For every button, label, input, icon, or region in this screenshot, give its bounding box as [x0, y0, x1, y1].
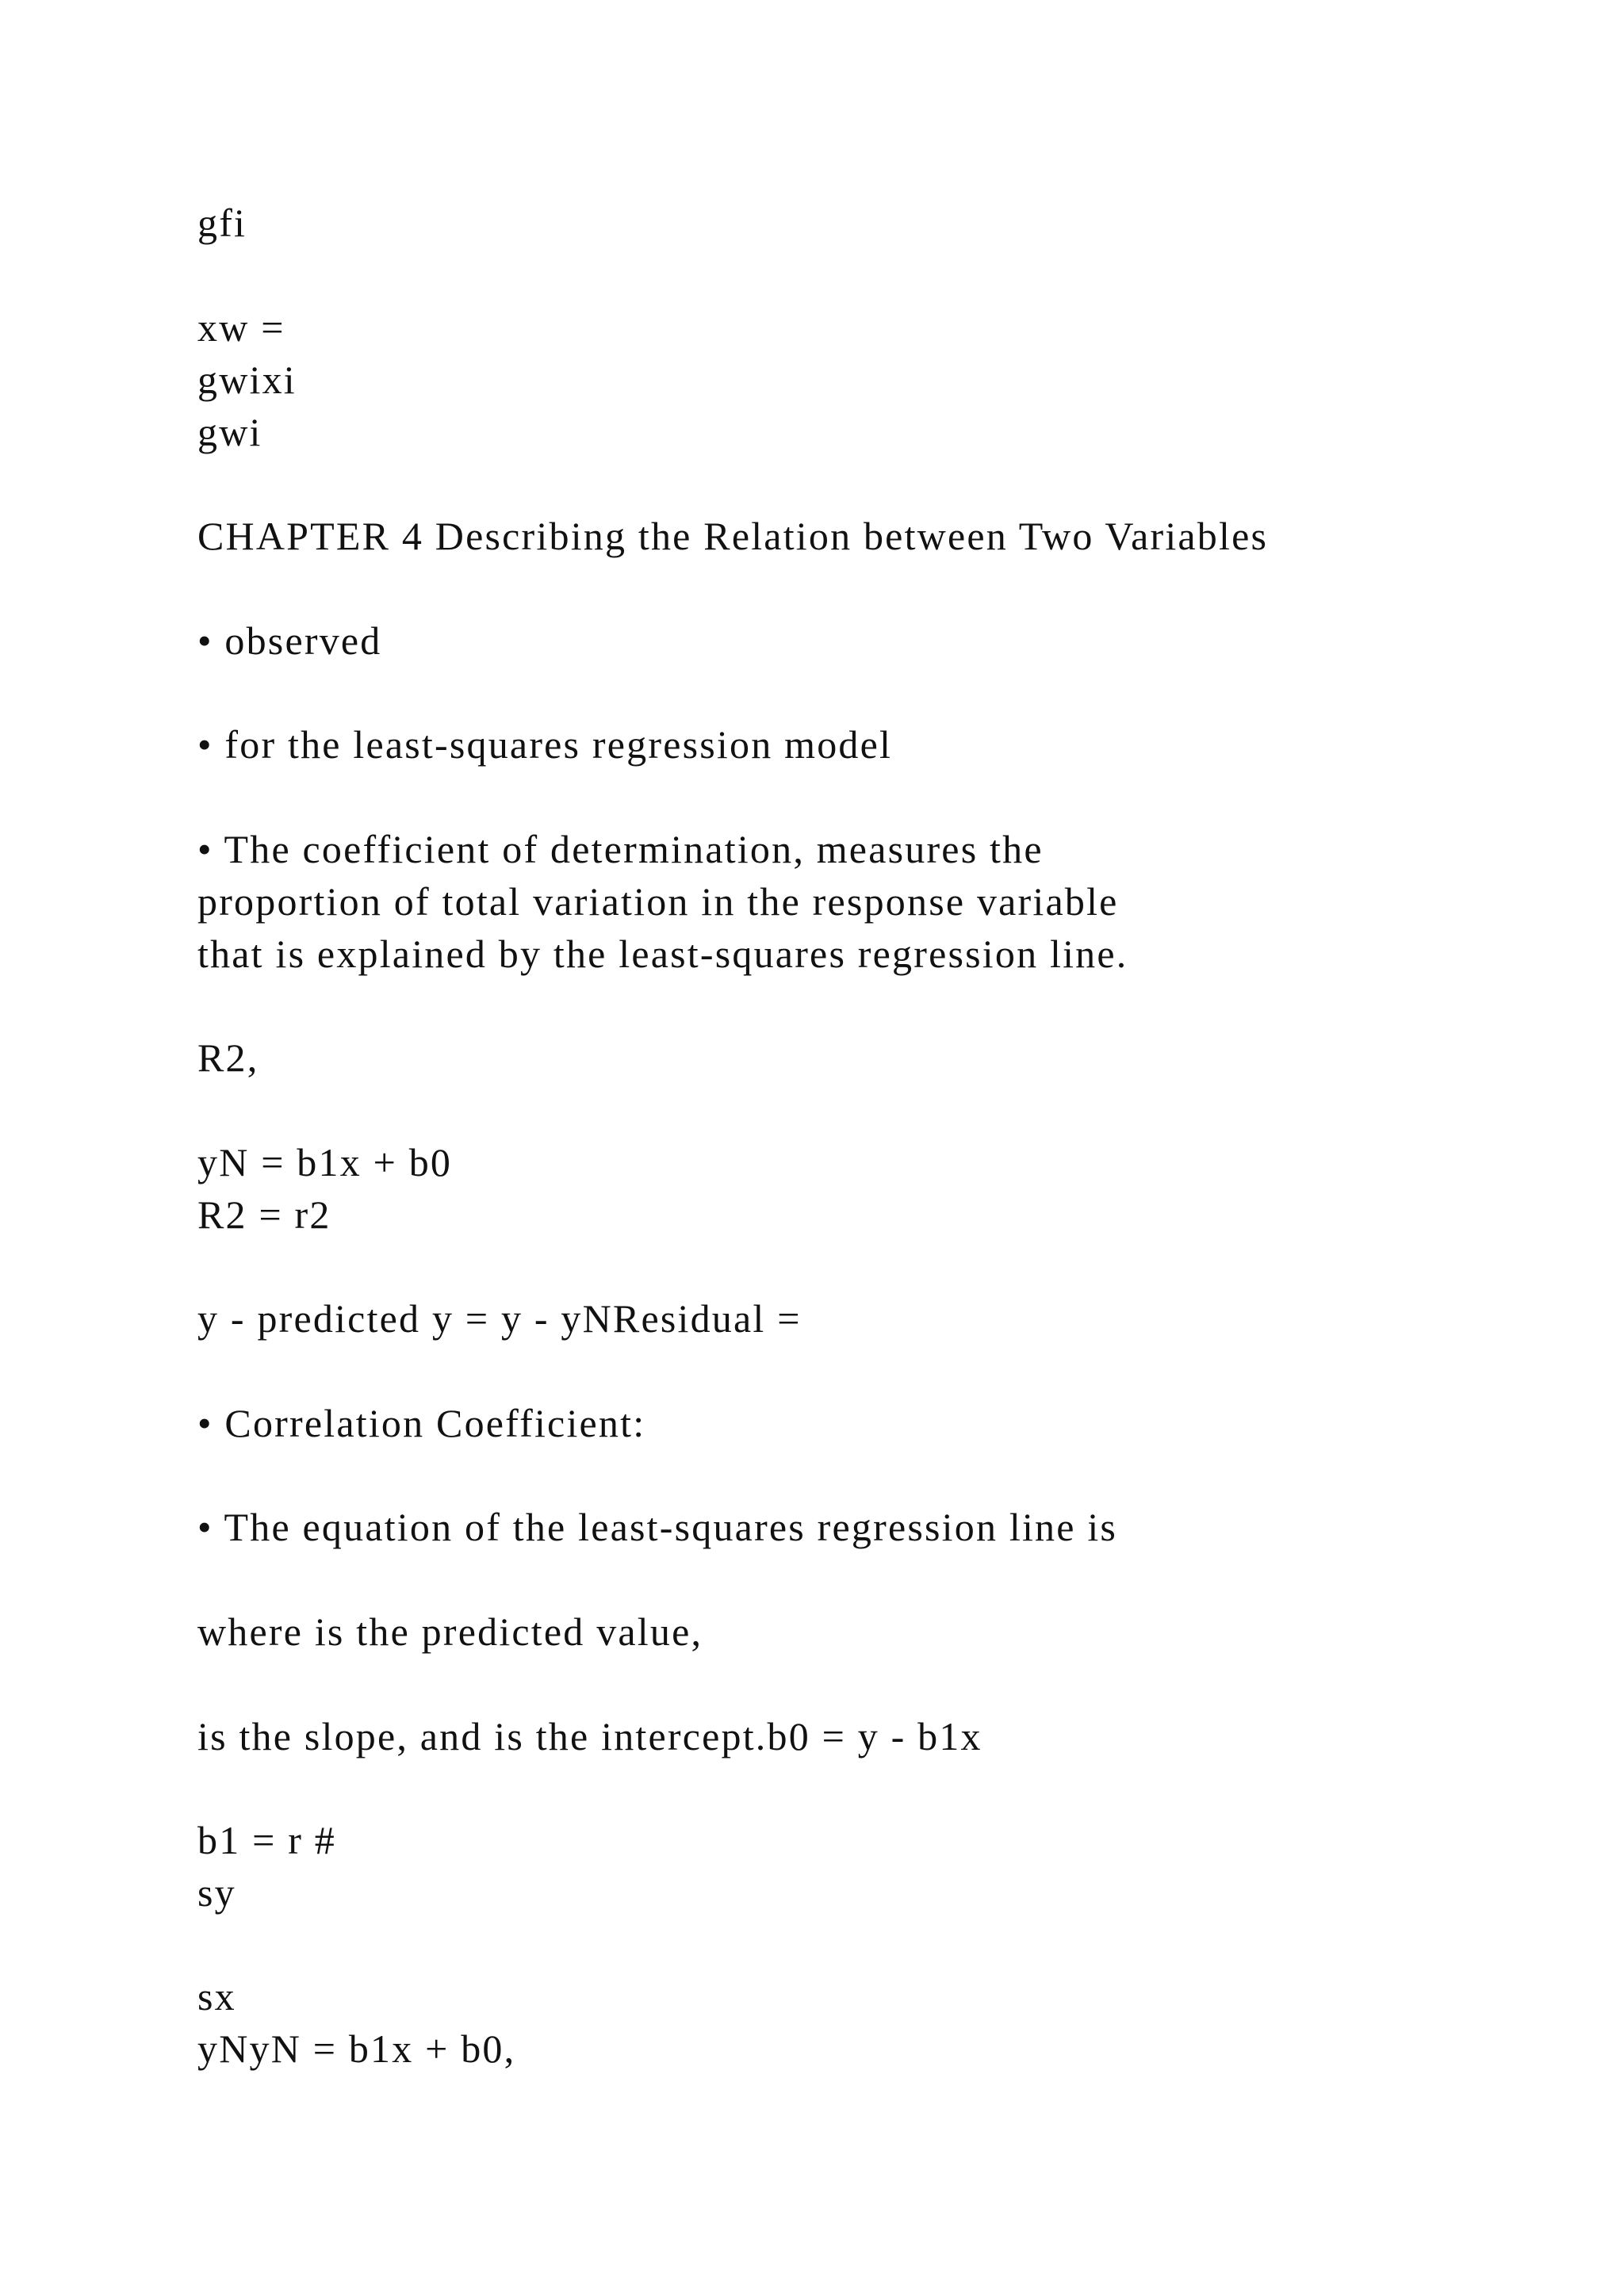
equation-b1: b1 = r #: [197, 1818, 336, 1862]
equation-regression-line: yN = b1x + b0: [197, 1140, 453, 1184]
text-line-predicted-value: where is the predicted value,: [197, 1609, 703, 1654]
bullet-coefficient-of-determination: • The coefficient of determination, measures the: [197, 827, 1044, 871]
text-line-r2: R2,: [197, 1035, 259, 1080]
text-line-gfi: gfi: [197, 201, 247, 245]
text-line-slope-intercept: is the slope, and is the intercept.b0 = y - b1x: [197, 1714, 982, 1758]
text-line-sx: sx: [197, 1974, 236, 2019]
bullet-correlation-coefficient: • Correlation Coefficient:: [197, 1401, 646, 1445]
chapter-heading: CHAPTER 4 Describing the Relation between Two Variables: [197, 514, 1269, 558]
text-line-explained: that is explained by the least-squares regression line.: [197, 932, 1128, 976]
text-line-proportion: proportion of total variation in the response variable: [197, 879, 1119, 924]
equation-residual: y - predicted y = y - yNResidual =: [197, 1296, 802, 1341]
bullet-observed: • observed: [197, 618, 382, 663]
bullet-least-squares-equation: • The equation of the least-squares regression line is: [197, 1505, 1118, 1549]
bullet-least-squares-model: • for the least-squares regression model: [197, 722, 893, 767]
equation-yn-regression: yNyN = b1x + b0,: [197, 2026, 516, 2071]
text-line-gwixi: gwixi: [197, 358, 297, 402]
text-line-gwi: gwi: [197, 410, 262, 454]
text-line-xw: xw =: [197, 305, 285, 350]
text-line-sy: sy: [197, 1870, 236, 1915]
equation-r2: R2 = r2: [197, 1192, 331, 1237]
